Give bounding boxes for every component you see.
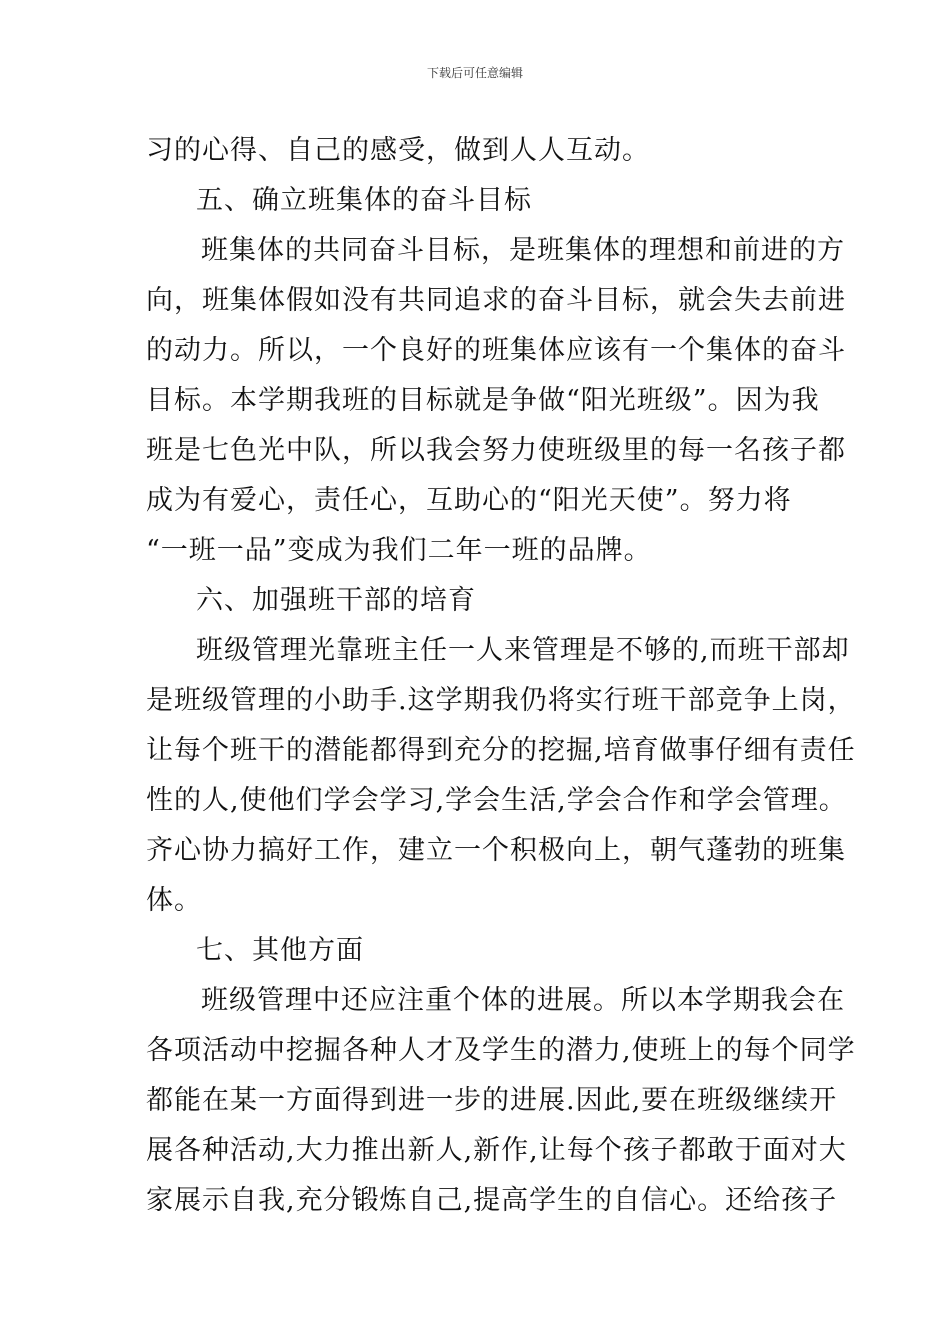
text-line: 是班级管理的小助手.这学期我仍将实行班干部竞争上岗， [146, 685, 856, 716]
text-line: 让每个班干的潜能都得到充分的挖掘,培育做事仔细有责任 [146, 735, 856, 766]
text-line: 班是七色光中队，所以我会努力使班级里的每一名孩子都 [146, 435, 846, 466]
text-line: 班级管理中还应注重个体的进展。所以本学期我会在 [201, 985, 845, 1016]
page-header: 下载后可任意编辑 [426, 66, 523, 80]
text-line: 目标。本学期我班的目标就是争做“阳光班级”。因为我 [146, 385, 820, 416]
text-line: 向，班集体假如没有共同追求的奋斗目标，就会失去前进 [146, 285, 846, 316]
text-line: 班级管理光靠班主任一人来管理是不够的,而班干部却 [196, 635, 850, 666]
text-line: 习的心得、自己的感受，做到人人互动。 [146, 135, 650, 166]
text-line: “一班一品”变成为我们二年一班的品牌。 [146, 535, 652, 566]
text-line: 都能在某一方面得到进一步的进展.因此,要在班级继续开 [146, 1085, 838, 1116]
section-heading: 五、确立班集体的奋斗目标 [196, 185, 532, 216]
text-line: 成为有爱心，责任心，互助心的“阳光天使”。努力将 [146, 485, 792, 516]
text-line: 的动力。所以，一个良好的班集体应该有一个集体的奋斗 [146, 335, 846, 366]
text-line: 家展示自我,充分锻炼自己,提高学生的自信心。还给孩子 [146, 1185, 838, 1216]
text-line: 性的人,使他们学会学习,学会生活,学会合作和学会管理。 [146, 785, 847, 816]
text-line: 展各种活动,大力推出新人,新作,让每个孩子都敢于面对大 [146, 1135, 847, 1166]
section-heading: 七、其他方面 [196, 935, 364, 966]
text-line: 体。 [146, 885, 202, 916]
section-heading: 六、加强班干部的培育 [196, 585, 476, 616]
text-line: 各项活动中挖掘各种人才及学生的潜力,使班上的每个同学 [146, 1035, 856, 1066]
text-line: 班集体的共同奋斗目标，是班集体的理想和前进的方 [201, 235, 845, 266]
text-line: 齐心协力搞好工作，建立一个积极向上，朝气蓬勃的班集 [146, 835, 846, 866]
